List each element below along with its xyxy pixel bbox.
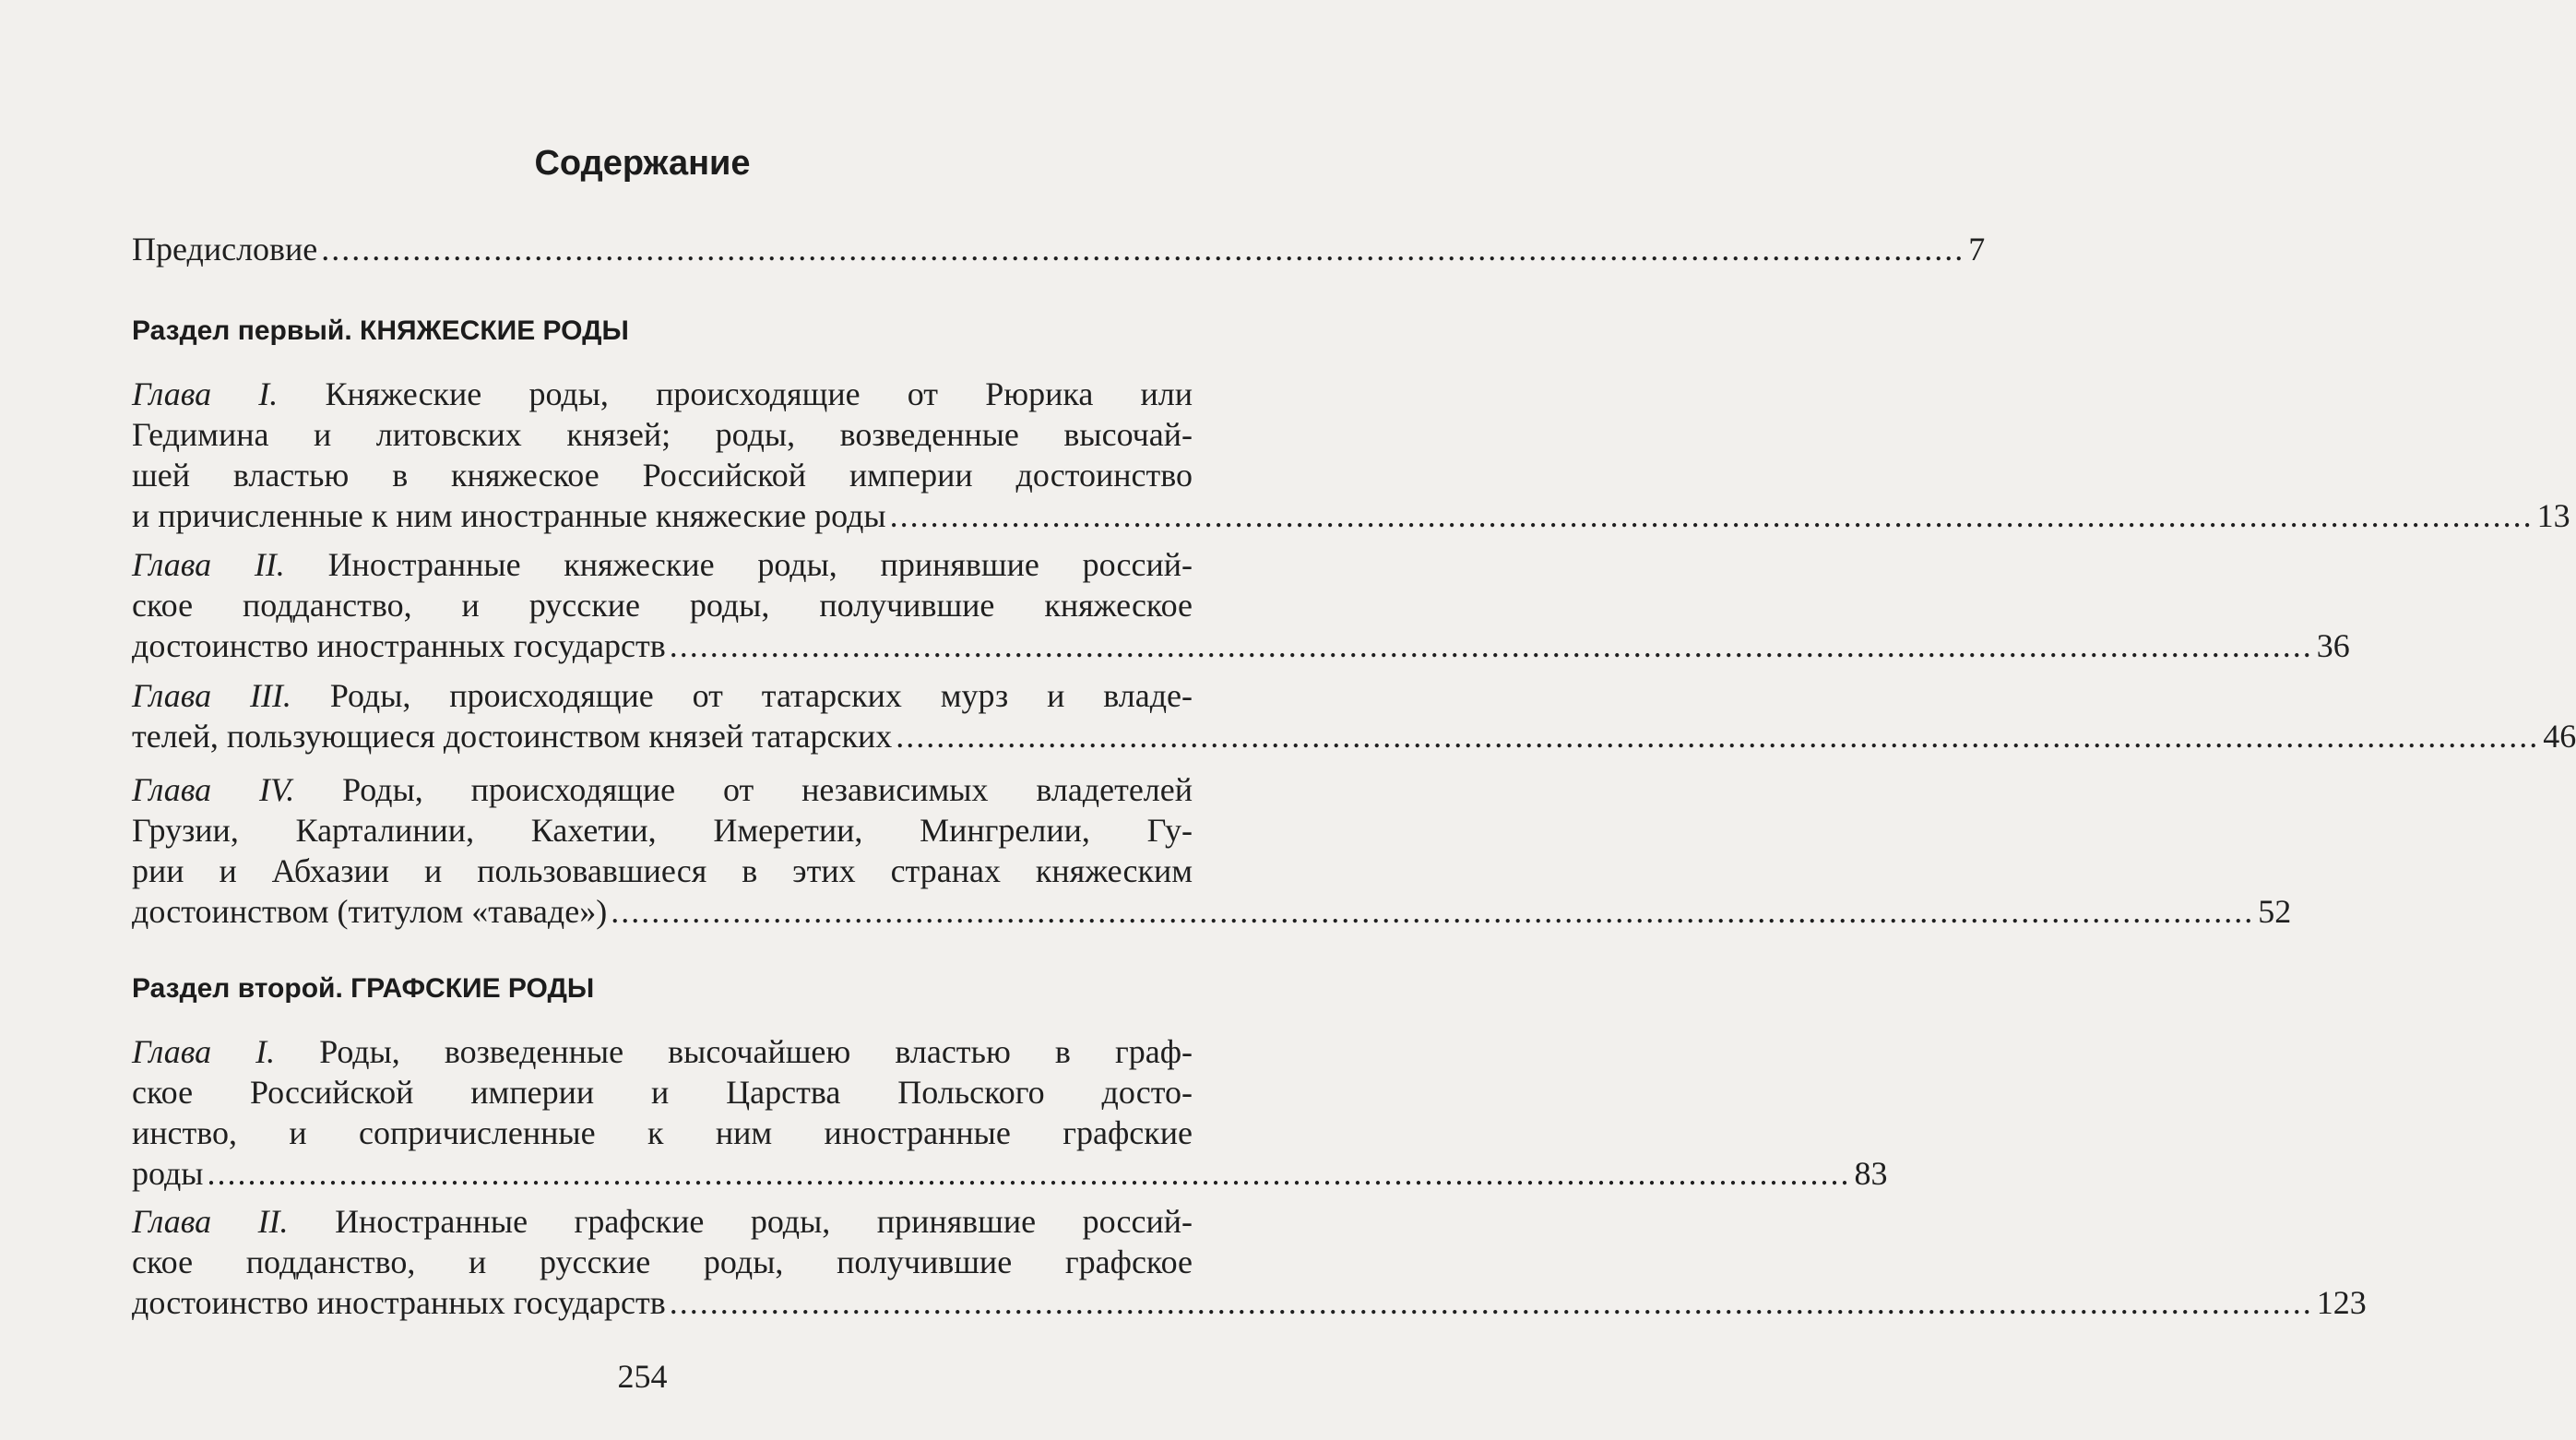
- toc-entry-text: Иностранные княжеские роды, принявшие россий-: [327, 546, 1193, 583]
- toc-page-number: 46: [2543, 718, 2576, 755]
- toc-entry-text: Роды, происходящие от независимых владетелей: [342, 771, 1193, 808]
- chapter-label: Глава I.: [132, 375, 279, 412]
- toc-entry-text: Предисловие: [132, 231, 318, 268]
- toc-entry-line: [132, 769, 1193, 810]
- toc-entry-line: инство, и сопричисленные к ним иностранные графские: [132, 1114, 1193, 1151]
- toc-entry-text: Иностранные графские роды, принявшие россий-: [335, 1203, 1193, 1240]
- chapter-label: Глава I.: [132, 1033, 276, 1070]
- chapter-label: Глава II.: [132, 546, 285, 583]
- toc-entry-text: достоинство иностранных государств: [132, 1284, 666, 1321]
- toc-entry-last-line: [132, 891, 2292, 932]
- section-heading-1: [132, 311, 1193, 351]
- toc-entry-line: рии и Абхазии и пользовавшиеся в этих странах княжеским: [132, 852, 1193, 889]
- toc-entry-text: Роды, происходящие от татарских мурз и владе-: [329, 677, 1193, 714]
- toc-entry-text: достоинство иностранных государств: [132, 627, 666, 664]
- toc-page-number: 7: [1968, 231, 1986, 268]
- toc-entry-line: Грузии, Карталинии, Кахетии, Имеретии, Мингрелии, Гу-: [132, 812, 1193, 849]
- dot-leader: ..................................................................................................................................................................: [207, 1155, 1851, 1192]
- chapter-label: Глава III.: [132, 677, 291, 714]
- toc-entry-s2-ch2: [132, 1201, 2367, 1323]
- section-heading-2: [132, 969, 1193, 1009]
- toc-entry-last-line: [132, 625, 2350, 666]
- toc-entry-s2-ch1: [132, 1031, 1888, 1194]
- toc-entry-text: Роды, возведенные высочайшею властью в граф-: [319, 1033, 1193, 1070]
- toc-entry-s1-ch4: [132, 769, 2292, 932]
- toc-entry-preface: [132, 229, 1986, 269]
- toc-entry-line: [132, 374, 1193, 414]
- dot-leader: ..................................................................................................................................................................: [669, 1284, 2313, 1321]
- section-name: ГРАФСКИЕ РОДЫ: [350, 973, 595, 1004]
- toc-page-number: 83: [1854, 1155, 1888, 1192]
- toc-page-number: 13: [2536, 497, 2570, 534]
- toc-entry-s1-ch3: [132, 675, 2576, 756]
- toc-entry-last-line: [132, 1153, 1888, 1194]
- dot-leader: ..................................................................................................................................................................: [611, 893, 2255, 930]
- chapter-label: Глава IV.: [132, 771, 295, 808]
- dot-leader: ..................................................................................................................................................................: [669, 627, 2313, 664]
- page-number: 254: [617, 1358, 668, 1395]
- toc-entry-s1-ch1: [132, 374, 2570, 536]
- dot-leader: ..................................................................................................................................................................: [896, 718, 2540, 755]
- toc-entry-text: роды: [132, 1155, 204, 1192]
- toc-entry-line: ское Российской империи и Царства Польского досто-: [132, 1074, 1193, 1111]
- toc-entry-line: ское подданство, и русские роды, получившие графское: [132, 1244, 1193, 1280]
- toc-entry-line: [132, 1031, 1193, 1072]
- toc-entry-last-line: [132, 495, 2570, 536]
- dot-leader: ..................................................................................................................................................................: [321, 231, 1965, 268]
- toc-page-number: 36: [2316, 627, 2350, 664]
- section-prefix: Раздел второй.: [132, 973, 343, 1004]
- toc-entry-line: [132, 1201, 1193, 1242]
- section-prefix: Раздел первый.: [132, 315, 352, 346]
- toc-page-number: 52: [2258, 893, 2292, 930]
- toc-entry-line: шей властью в княжеское Российской империи достоинство: [132, 457, 1193, 494]
- toc-entry-line: Гедимина и литовских князей; роды, возведенные высочай-: [132, 416, 1193, 453]
- toc-entry-s1-ch2: [132, 544, 2350, 666]
- toc-entry-text: и причисленные к ним иностранные княжеские роды: [132, 497, 886, 534]
- toc-entry-text: Княжеские роды, происходящие от Рюрика или: [325, 375, 1193, 412]
- toc-entry-line: [132, 544, 1193, 585]
- toc-entry-text: телей, пользующиеся достоинством князей татарских: [132, 718, 893, 755]
- toc-entry-line: [132, 675, 1193, 716]
- dot-leader: ..................................................................................................................................................................: [889, 497, 2534, 534]
- toc-entry-last-line: [132, 716, 2576, 756]
- toc-entry-line: ское подданство, и русские роды, получившие княжеское: [132, 587, 1193, 624]
- toc-entry-text: достоинством (титулом «таваде»): [132, 893, 608, 930]
- page-title: Содержание: [534, 144, 751, 183]
- toc-entry-line: [132, 229, 1986, 269]
- chapter-label: Глава II.: [132, 1203, 289, 1240]
- toc-page-number: 123: [2316, 1284, 2367, 1321]
- section-name: КНЯЖЕСКИЕ РОДЫ: [360, 315, 629, 346]
- toc-entry-last-line: [132, 1282, 2367, 1323]
